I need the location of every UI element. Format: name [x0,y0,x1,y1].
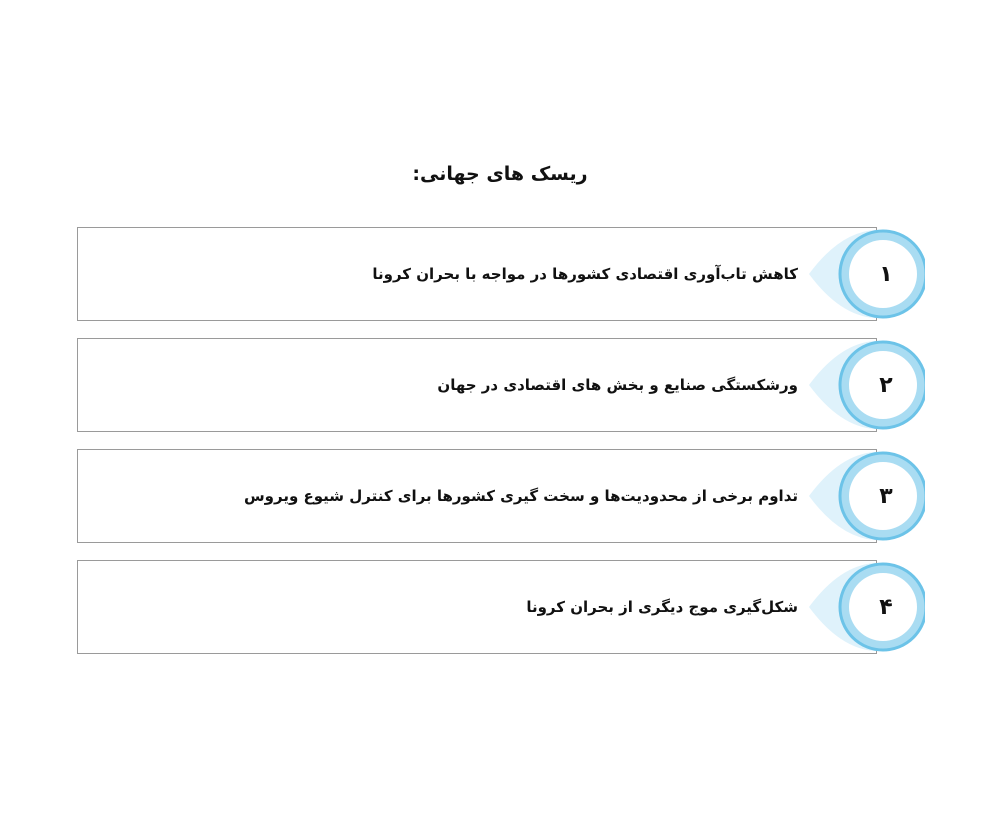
diagram-title: ریسک های جهانی: [412,163,588,185]
risk-item-2 [77,338,877,432]
risk-item-text: تداوم برخی از محدودیت‌ها و سخت گیری کشورها برای کنترل شیوع ویروس [243,487,798,505]
badge-number: ۳ [879,483,893,509]
risk-item-3 [77,449,877,543]
risk-item-text: ورشکستگی صنایع و بخش های اقتصادی در جهان [437,376,798,394]
badge-number: ۲ [879,372,893,398]
number-badge-2 [805,335,925,435]
risk-item-text: کاهش تاب‌آوری اقتصادی کشورها در مواجه با بحران کرونا [372,265,798,283]
badge-number: ۴ [879,594,893,620]
badge-number: ۱ [879,261,893,287]
risk-item-1 [77,227,877,321]
number-badge-3 [805,446,925,546]
number-badge-1 [805,224,925,324]
number-badge-4 [805,557,925,657]
risk-item-text: شکل‌گیری موج دیگری از بحران کرونا [526,598,798,616]
risk-item-4 [77,560,877,654]
